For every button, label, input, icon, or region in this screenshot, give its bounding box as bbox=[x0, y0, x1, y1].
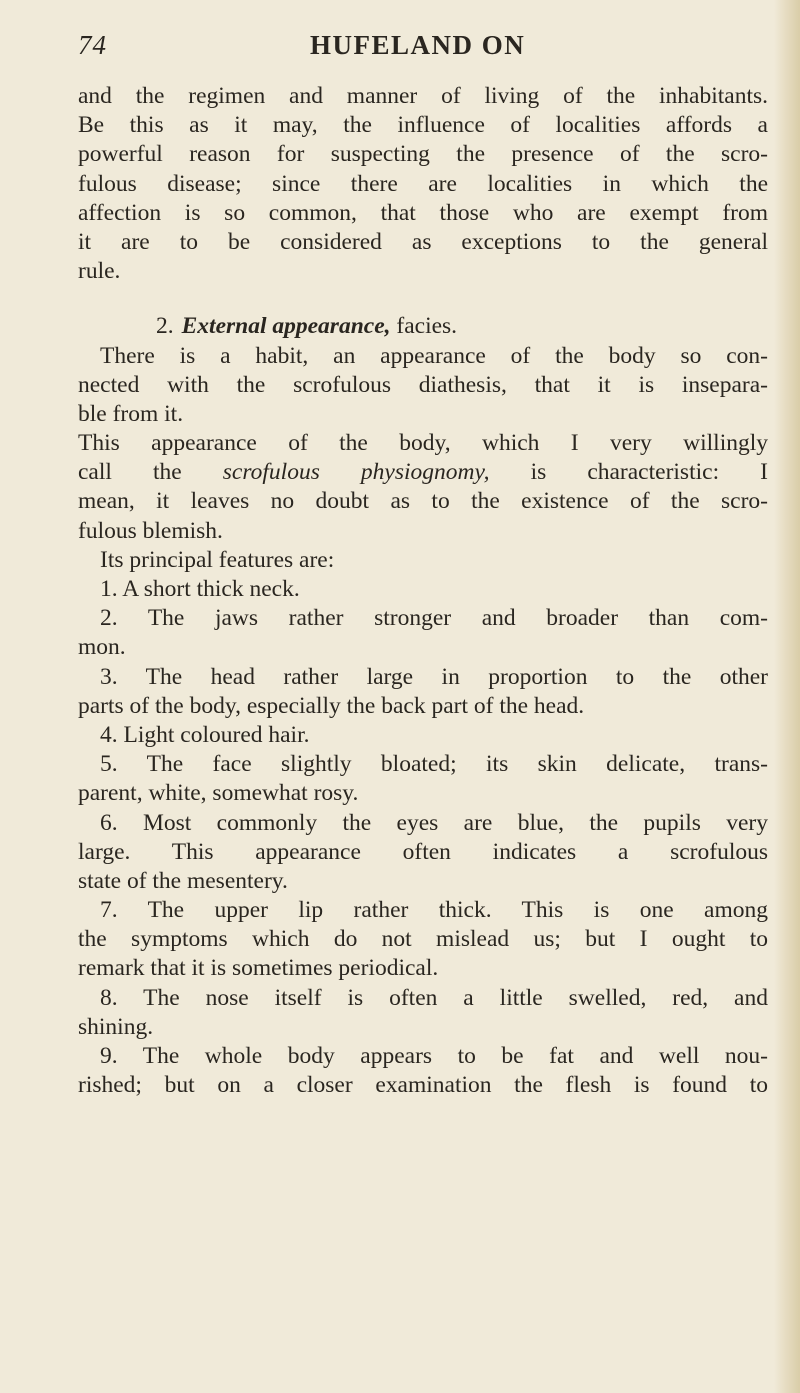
text-line: parent, white, somewhat rosy. bbox=[78, 780, 359, 807]
feature-item bbox=[78, 663, 768, 721]
feature-item bbox=[78, 721, 768, 750]
text-line: 3. The head rather large in proportion to the other bbox=[100, 663, 768, 690]
text-line: fulous blemish. bbox=[78, 517, 223, 544]
paragraph-habit bbox=[78, 342, 768, 430]
text-line: fulous disease; since there are localities in which the bbox=[78, 170, 768, 197]
text-line: mon. bbox=[78, 634, 126, 661]
body-text bbox=[78, 82, 768, 1100]
text-line: nected with the scrofulous diathesis, that it is insepara- bbox=[78, 371, 768, 398]
text-line: Be this as it may, the influence of localities affords a bbox=[78, 112, 768, 139]
feature-item bbox=[78, 604, 768, 662]
paragraph-physiognomy bbox=[78, 429, 768, 546]
feature-item bbox=[78, 984, 768, 1042]
text-line: large. This appearance often indicates a scrofulous bbox=[78, 838, 768, 865]
section-heading bbox=[78, 312, 768, 341]
text-line: state of the mesentery. bbox=[78, 867, 288, 894]
text-line: remark that it is sometimes periodical. bbox=[78, 955, 439, 982]
text-line: rule. bbox=[78, 258, 121, 285]
text-line: 4. Light coloured hair. bbox=[100, 721, 310, 748]
text-line: 2. The jaws rather stronger and broader than com- bbox=[100, 605, 768, 632]
text-segment: call the bbox=[78, 459, 223, 486]
paragraph-localities bbox=[78, 82, 768, 286]
section-number: 2. bbox=[156, 313, 174, 340]
text-line: ble from it. bbox=[78, 400, 184, 427]
text-line: 6. Most commonly the eyes are blue, the pupils very bbox=[100, 809, 768, 836]
text-line: 5. The face slightly bloated; its skin delicate, trans- bbox=[100, 751, 768, 778]
text-line: it are to be considered as exceptions to the general bbox=[78, 228, 768, 255]
italic-term: scrofulous physiognomy, bbox=[222, 459, 490, 486]
text-line: affection is so common, that those who are exempt from bbox=[78, 199, 768, 226]
text-segment: is characteristic: I bbox=[489, 459, 768, 486]
feature-item bbox=[78, 575, 768, 604]
text-line: mean, it leaves no doubt as to the existence of the scro- bbox=[78, 488, 768, 515]
text-line: rished; but on a closer examination the flesh is found to bbox=[78, 1072, 768, 1099]
features-intro: Its principal features are: bbox=[100, 546, 335, 573]
text-line: There is a habit, an appearance of the body so con- bbox=[100, 342, 768, 369]
section-subtitle: facies. bbox=[396, 313, 458, 340]
text-line: 9. The whole body appears to be fat and well nou- bbox=[100, 1043, 768, 1069]
text-line: powerful reason for suspecting the presence of the scro- bbox=[78, 141, 768, 168]
feature-item bbox=[78, 896, 768, 984]
feature-item bbox=[78, 750, 768, 808]
text-line: and the regimen and manner of living of the inhabitants. bbox=[78, 83, 768, 109]
text-line: shining. bbox=[78, 1013, 154, 1040]
section-title: External appearance, bbox=[181, 313, 391, 340]
page-number: 74 bbox=[78, 30, 107, 60]
text-line: parts of the body, especially the back part of the head. bbox=[78, 692, 585, 719]
text-line: the symptoms which do not mislead us; but I ought to bbox=[78, 926, 768, 953]
page-edge-shadow bbox=[774, 0, 800, 1393]
text-line: This appearance of the body, which I very willingly bbox=[78, 430, 768, 457]
text-line: 1. A short thick neck. bbox=[100, 576, 300, 602]
text-line bbox=[78, 458, 768, 487]
text-line: 7. The upper lip rather thick. This is one among bbox=[100, 897, 768, 924]
running-title: HUFELAND ON bbox=[310, 30, 526, 60]
feature-item bbox=[78, 809, 768, 897]
feature-item bbox=[78, 1042, 768, 1100]
text-line: 8. The nose itself is often a little swelled, red, and bbox=[100, 984, 768, 1011]
running-head bbox=[78, 30, 678, 70]
